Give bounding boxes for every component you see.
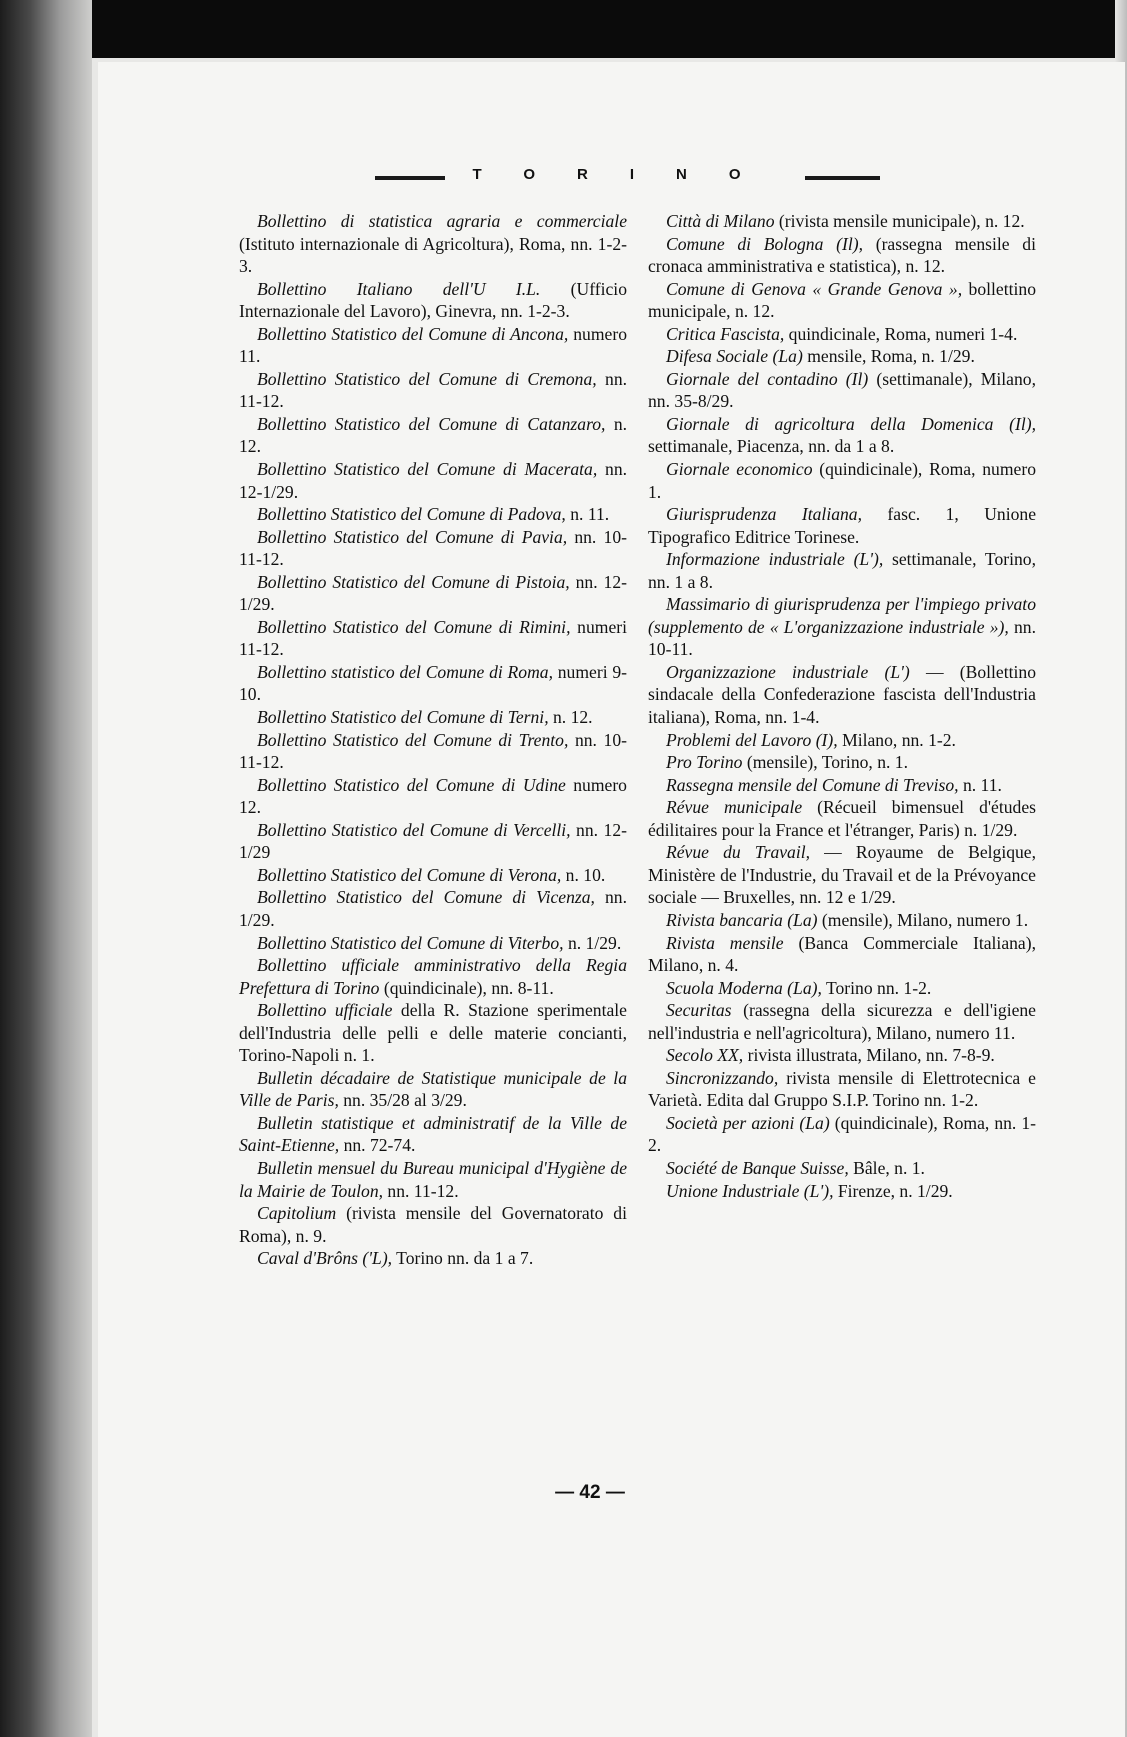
entry-details: (Banca Commerciale Italiana), Milano, n. 4. — [648, 932, 1036, 976]
list-item — [648, 345, 1036, 368]
entry-details: nn. 35/28 al 3/29. — [338, 1090, 467, 1111]
entry-title: Bollettino Statistico del Comune di Verona, — [257, 864, 562, 885]
list-item — [239, 368, 627, 413]
entry-details: nn. 10-11. — [648, 616, 1036, 660]
entry-title: Rivista bancaria (La) — [666, 909, 818, 930]
right-column — [648, 210, 1036, 1202]
entry-title: Bollettino Statistico del Comune di Cremona, — [257, 368, 597, 389]
entry-details: settimanale, Torino, nn. 1 a 8. — [648, 549, 1036, 592]
page-number: — 42 — — [555, 1482, 625, 1503]
list-item — [239, 886, 627, 931]
entry-title: Bollettino Statistico del Comune di Pistoia, — [257, 571, 570, 592]
entry-title: Bollettino Italiano dell'U I.L. — [257, 278, 541, 299]
entry-title: Bollettino Statistico del Comune di Viterbo, — [257, 932, 564, 953]
entry-details: Milano, nn. 1-2. — [837, 729, 956, 750]
entry-title: Massimario di giurisprudenza per l'impiego privato (supplemento de « L'organizzazione industriale »), — [648, 594, 1036, 637]
list-item — [648, 593, 1036, 661]
entry-title: Securitas — [666, 1000, 732, 1021]
list-item — [239, 774, 627, 819]
entry-details: (Ufficio Internazionale del Lavoro), Ginevra, nn. 1-2-3. — [239, 278, 627, 322]
entry-details: (rivista mensile municipale), n. 12. — [774, 211, 1025, 231]
entry-title: Bollettino Statistico del Comune di Vercelli, — [257, 819, 571, 840]
list-item — [648, 729, 1036, 752]
entry-details: Torino nn. 1-2. — [821, 977, 932, 998]
scan-border-top — [0, 0, 1127, 58]
entry-title: Bollettino di statistica agraria e commerciale — [257, 211, 627, 231]
list-item — [648, 774, 1036, 797]
list-item — [239, 278, 627, 323]
entry-details: fasc. 1, Unione Tipografico Editrice Torinese. — [648, 504, 1036, 547]
entry-title: Bollettino Statistico del Comune di Rimini, — [257, 616, 571, 637]
list-item — [648, 368, 1036, 413]
list-item — [648, 1180, 1036, 1203]
entry-details: numero 12. — [239, 774, 627, 818]
entry-title: Sincronizzando, — [666, 1067, 779, 1088]
entry-details: n. 12. — [548, 707, 593, 728]
entry-details: numeri 9-10. — [239, 661, 627, 705]
entry-title: Problemi del Lavoro (I), — [666, 729, 838, 750]
list-item — [239, 323, 627, 368]
entry-details: nn. 12-1/29. — [239, 571, 628, 615]
entry-title: Giurisprudenza Italiana, — [666, 504, 862, 525]
entry-details: (mensile), Milano, numero 1. — [817, 909, 1029, 930]
entry-details: n. 10. — [561, 864, 606, 885]
entry-title: Giornale di agricoltura della Domenica (Il), — [666, 413, 1036, 434]
list-item — [648, 932, 1036, 977]
entry-title: Bulletin statistique et administratif de la Ville de Saint-Etienne, — [239, 1112, 627, 1156]
list-item — [648, 1112, 1036, 1157]
list-item — [648, 841, 1036, 909]
entry-title: Comune di Genova « Grande Genova », — [666, 278, 963, 299]
list-item — [648, 1044, 1036, 1067]
entry-details: — (Bollettino sindacale della Confederazione fascista dell'Industria italiana), Roma, nn. 1-4. — [648, 661, 1036, 728]
list-item — [239, 526, 627, 571]
entry-title: Società per azioni (La) — [666, 1112, 830, 1133]
entry-title: Informazione industriale (L'), — [666, 549, 884, 570]
entry-title: Difesa Sociale (La) — [666, 346, 803, 367]
entry-details: bollettino municipale, n. 12. — [648, 278, 1036, 322]
list-item — [648, 548, 1036, 593]
entry-title: Pro Torino — [666, 752, 743, 773]
entry-details: (Récueil bimensuel d'études édilitaires pour la France et l'étranger, Paris) n. 1/29. — [648, 797, 1036, 840]
entry-details: (rassegna della sicurezza e dell'igiene nell'industria e nell'agricoltura), Milano, numero 11. — [648, 1000, 1036, 1043]
entry-details: nn. 10-11-12. — [239, 729, 627, 773]
entry-details: numeri 11-12. — [239, 616, 627, 660]
running-header — [375, 168, 880, 188]
list-item — [239, 819, 627, 864]
entry-title: Bollettino ufficiale — [257, 1000, 393, 1021]
scan-border-left — [0, 0, 92, 1737]
entry-title: Città di Milano — [666, 211, 775, 231]
list-item — [239, 706, 627, 729]
entry-title: Bollettino Statistico del Comune di Terni, — [257, 707, 549, 728]
list-item — [239, 729, 627, 774]
list-item — [648, 458, 1036, 503]
entry-details: nn. 12-1/29. — [239, 459, 628, 502]
entry-title: Bollettino statistico del Comune di Roma, — [257, 661, 553, 682]
list-item — [239, 864, 627, 887]
list-item — [648, 1157, 1036, 1180]
list-item — [239, 661, 627, 706]
list-item — [648, 909, 1036, 932]
list-item — [648, 1067, 1036, 1112]
entry-details: rivista illustrata, Milano, nn. 7-8-9. — [743, 1045, 995, 1066]
entry-title: Bollettino Statistico del Comune di Vicenza, — [257, 887, 595, 908]
list-item — [239, 932, 627, 955]
header-title: TORINO — [472, 166, 783, 183]
entry-details: nn. 72-74. — [339, 1135, 416, 1156]
list-item — [239, 210, 627, 278]
entry-title: Bollettino Statistico del Comune di Macerata, — [257, 459, 598, 480]
entry-title: Giornale del contadino (Il) — [666, 368, 869, 389]
list-item — [648, 796, 1036, 841]
entry-details: (rivista mensile del Governatorato di Roma), n. 9. — [239, 1203, 627, 1246]
list-item — [239, 1112, 627, 1157]
entry-details: (quindicinale), Roma, numero 1. — [648, 459, 1036, 502]
entry-title: Organizzazione industriale (L') — [666, 661, 910, 682]
left-column — [239, 210, 627, 1270]
list-item — [239, 616, 627, 661]
entry-details: n. 11. — [958, 774, 1002, 795]
entry-title: Capitolium — [257, 1203, 337, 1224]
list-item — [648, 661, 1036, 729]
list-item — [239, 1157, 627, 1202]
entry-details: n. 11. — [565, 504, 610, 525]
entry-details: rivista mensile di Elettrotecnica e Varietà. Edita dal Gruppo S.I.P. Torino nn. 1-2. — [648, 1067, 1036, 1111]
entry-details: (settimanale), Milano, nn. 35-8/29. — [648, 368, 1036, 412]
entry-title: Société de Banque Suisse, — [666, 1157, 849, 1178]
list-item — [239, 1202, 627, 1247]
entry-details: nn. 10-11-12. — [239, 526, 627, 570]
entry-title: Révue du Travail, — [666, 842, 811, 863]
list-item — [648, 278, 1036, 323]
entry-details: quindicinale, Roma, numeri 1-4. — [784, 323, 1018, 344]
list-item — [648, 751, 1036, 774]
entry-title: Révue municipale — [666, 797, 803, 818]
entry-details: (quindicinale), nn. 8-11. — [379, 977, 554, 998]
entry-title: Rivista mensile — [666, 932, 784, 953]
entry-title: Bollettino Statistico del Comune di Catanzaro, — [257, 413, 606, 434]
entry-title: Bulletin décadaire de Statistique municipale de la Ville de Paris, — [239, 1067, 627, 1111]
list-item — [648, 503, 1036, 548]
list-item — [648, 233, 1036, 278]
entry-title: Comune di Bologna (Il), — [666, 233, 863, 254]
entry-title: Rassegna mensile del Comune di Treviso, — [666, 774, 959, 795]
entry-details: nn. 11-12. — [239, 368, 628, 412]
entry-details: (Istituto internazionale di Agricoltura), Roma, nn. 1-2-3. — [239, 233, 627, 277]
entry-details: n. 12. — [239, 413, 628, 457]
entry-details: nn. 11-12. — [383, 1180, 459, 1201]
entry-title: Bulletin mensuel du Bureau municipal d'Hygiène de la Mairie de Toulon, — [239, 1157, 627, 1201]
entry-title: Giornale economico — [666, 459, 813, 480]
entry-details: (quindicinale), Roma, nn. 1-2. — [648, 1112, 1037, 1156]
entry-details: Firenze, n. 1/29. — [833, 1180, 953, 1201]
entry-title: Bollettino ufficiale amministrativo della Regia Prefettura di Torino — [239, 955, 627, 998]
list-item — [648, 999, 1036, 1044]
list-item — [239, 954, 627, 999]
entry-title: Bollettino Statistico del Comune di Padova, — [257, 504, 566, 525]
list-item — [239, 1067, 627, 1112]
list-item — [239, 571, 627, 616]
list-item — [239, 458, 627, 503]
entry-details: nn. 1/29. — [239, 887, 627, 930]
entry-details: nn. 12-1/29 — [239, 819, 627, 863]
list-item — [239, 999, 627, 1067]
entry-details: — Royaume de Belgique, Ministère de l'Industrie, du Travail et de la Prévoyance sociale — Bruxelles, nn. 12 e 1/29. — [648, 842, 1037, 908]
entry-title: Bollettino Statistico del Comune di Trento, — [257, 729, 569, 750]
entry-details: mensile, Roma, n. 1/29. — [802, 346, 975, 367]
entry-title: Critica Fascista, — [666, 323, 785, 344]
entry-title: Scuola Moderna (La), — [666, 977, 822, 998]
list-item — [239, 413, 627, 458]
entry-title: Bollettino Statistico del Comune di Ancona, — [257, 323, 569, 344]
entry-details: n. 1/29. — [563, 932, 622, 953]
entry-details: Torino nn. da 1 a 7. — [392, 1248, 534, 1269]
list-item — [648, 413, 1036, 458]
entry-details: (rassegna mensile di cronaca amministrativa e statistica), n. 12. — [648, 233, 1036, 277]
entry-details: Bâle, n. 1. — [848, 1157, 925, 1178]
entry-title: Caval d'Brôns ('L), — [257, 1248, 393, 1269]
list-item — [648, 210, 1036, 233]
entry-title: Bollettino Statistico del Comune di Udine — [257, 774, 566, 795]
entry-details: settimanale, Piacenza, nn. da 1 a 8. — [648, 436, 895, 457]
entry-details: (mensile), Torino, n. 1. — [742, 752, 908, 773]
entry-details: numero 11. — [239, 323, 627, 367]
list-item — [648, 977, 1036, 1000]
entry-title: Secolo XX, — [666, 1045, 744, 1066]
list-item — [239, 1247, 627, 1270]
entry-title: Bollettino Statistico del Comune di Pavia, — [257, 526, 568, 547]
entry-title: Unione Industriale (L'), — [666, 1180, 834, 1201]
list-item — [648, 323, 1036, 346]
entry-details: della R. Stazione sperimentale dell'Industria delle pelli e delle materie concianti, Torino-Napoli n. 1. — [239, 1000, 627, 1066]
list-item — [239, 503, 627, 526]
